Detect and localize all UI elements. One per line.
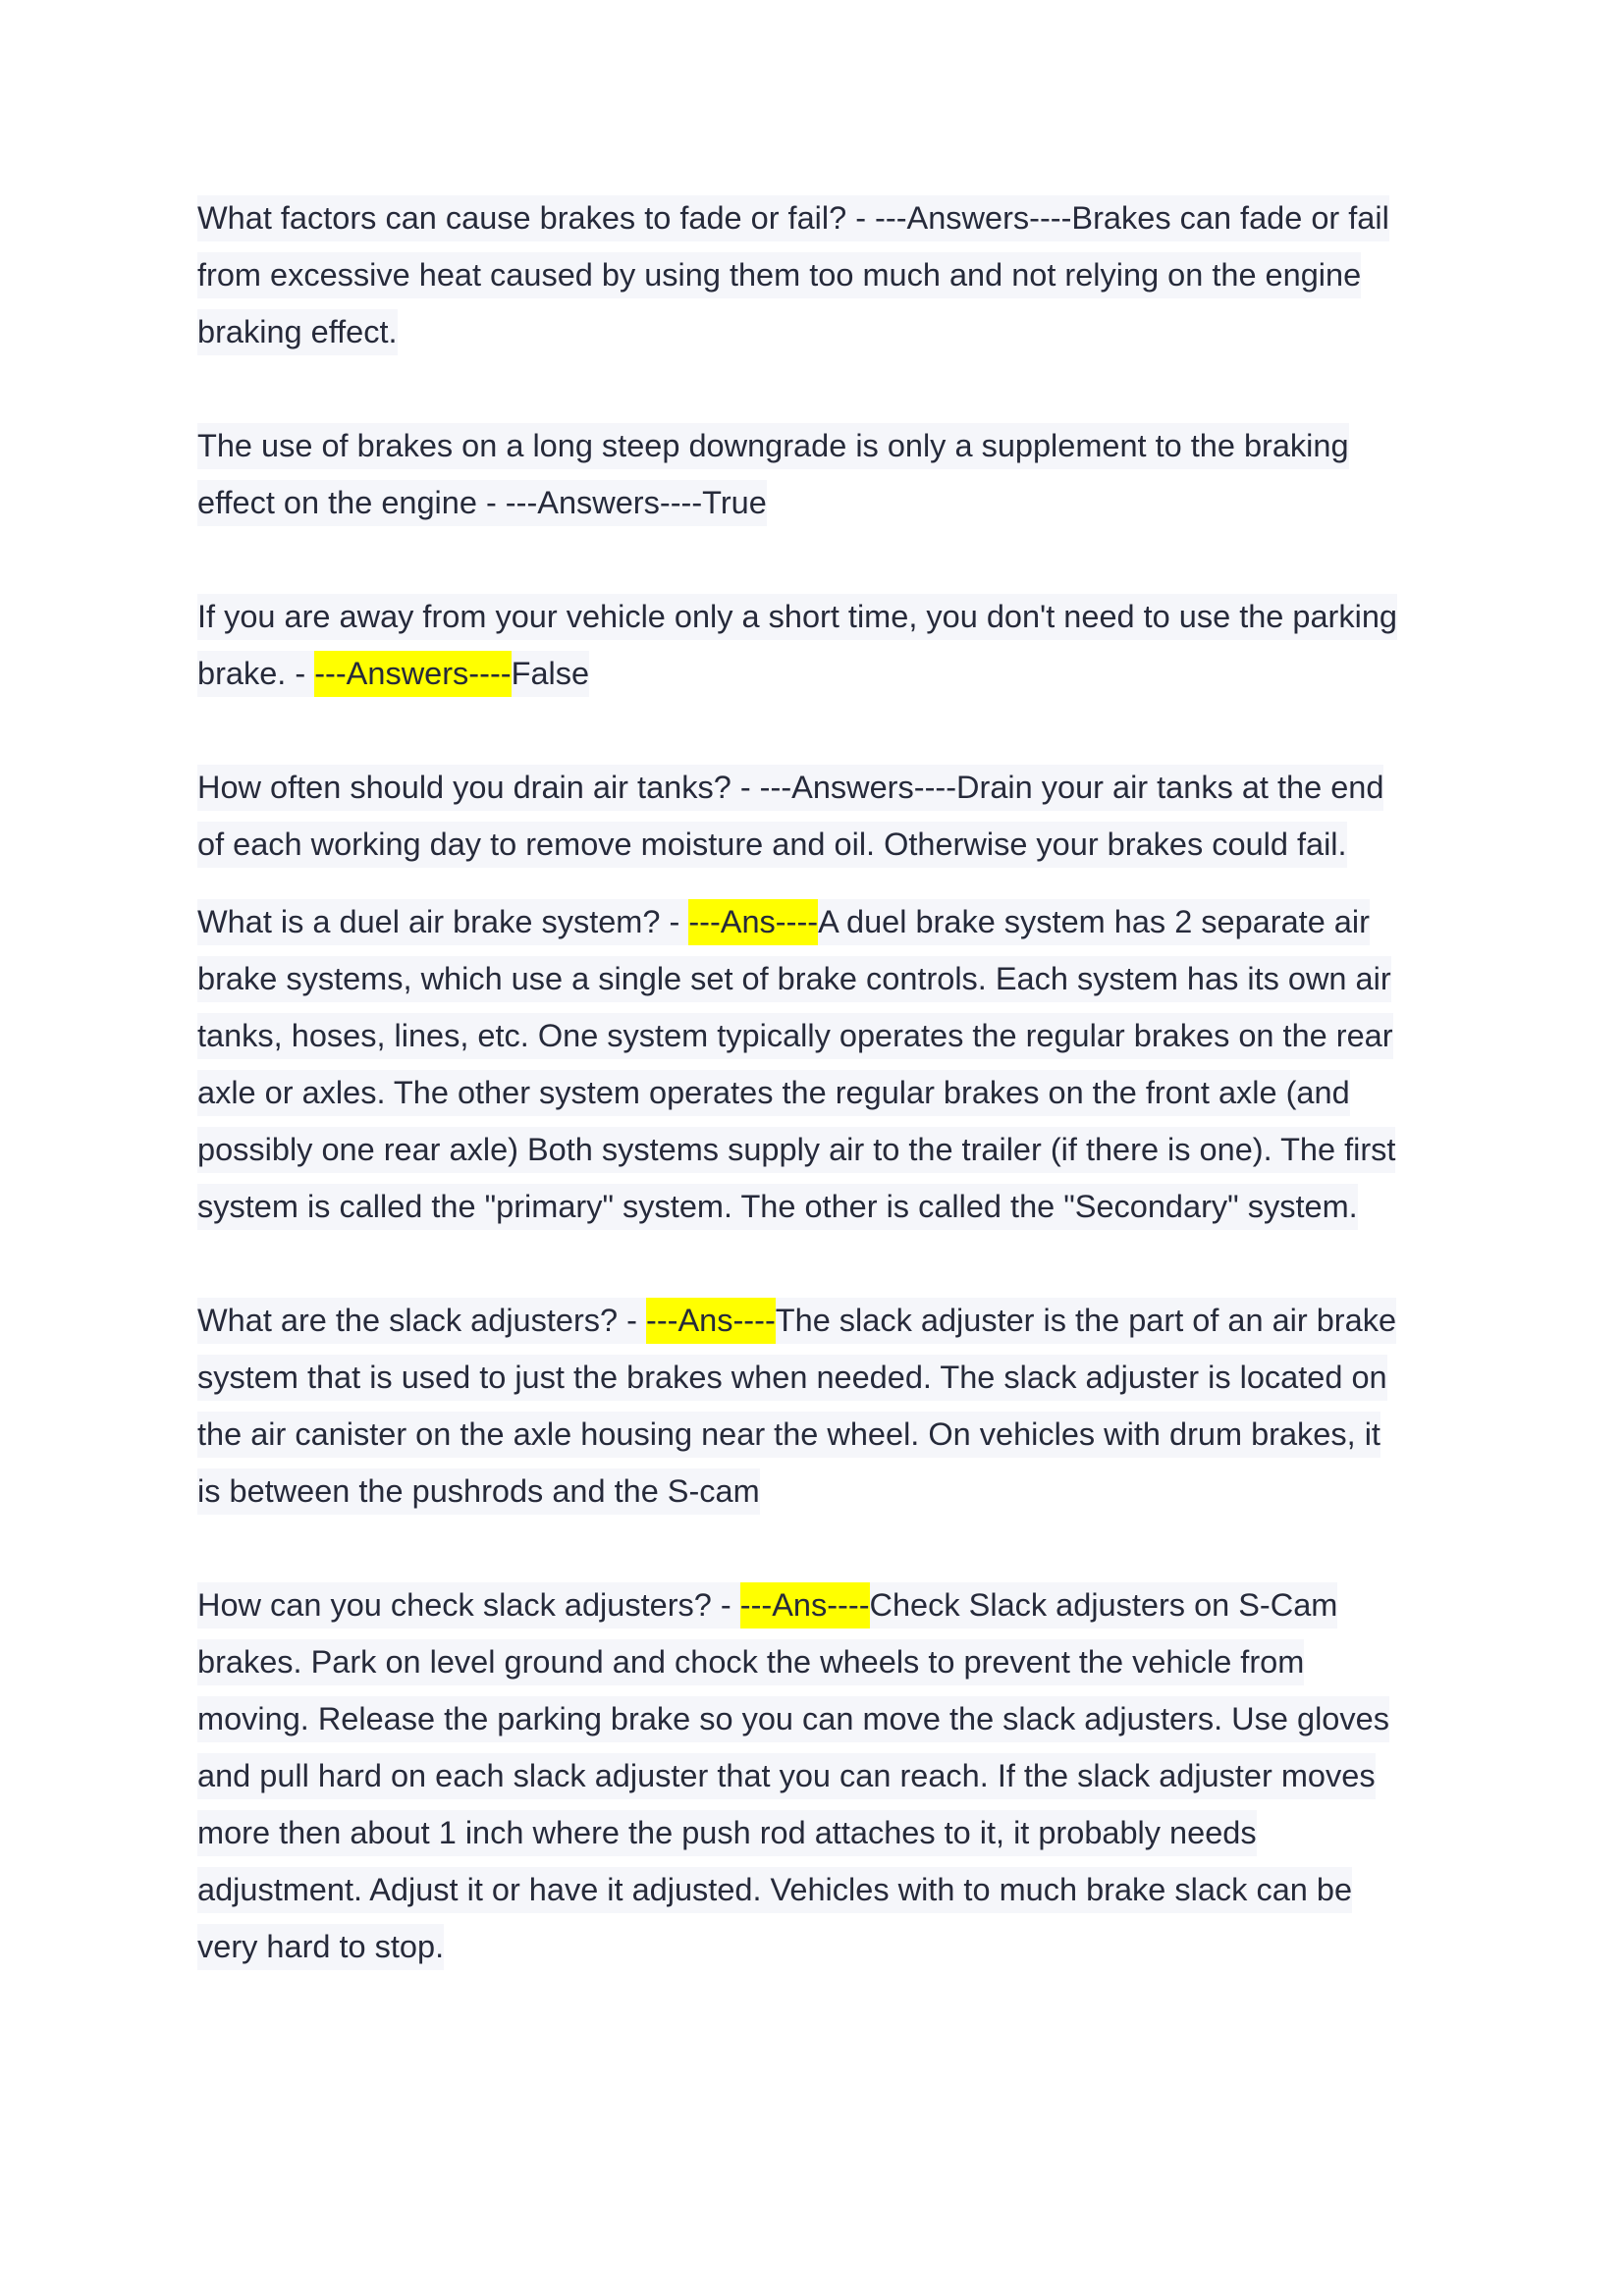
text-line <box>197 303 1397 360</box>
text-segment: brake systems, which use a single set of brake controls. Each system has its own air <box>197 956 1391 1002</box>
text-segment: The slack adjuster is the part of an air brake <box>776 1298 1396 1344</box>
text-line <box>197 1178 1397 1235</box>
qa-paragraph <box>197 1576 1397 1975</box>
highlighted-answer-marker: ---Answers---- <box>314 651 511 697</box>
text-segment: If you are away from your vehicle only a short time, you don't need to use the parking <box>197 594 1397 640</box>
text-line <box>197 1463 1397 1520</box>
qa-paragraph <box>197 588 1397 702</box>
text-segment: system that is used to just the brakes when needed. The slack adjuster is located on <box>197 1355 1387 1401</box>
text-line <box>197 1406 1397 1463</box>
highlighted-answer-marker: ---Ans---- <box>740 1582 870 1629</box>
text-segment: False <box>512 651 589 697</box>
text-segment: is between the pushrods and the S-cam <box>197 1468 760 1515</box>
text-line <box>197 588 1397 645</box>
text-line <box>197 1064 1397 1121</box>
text-segment: adjustment. Adjust it or have it adjusted. Vehicles with to much brake slack can be <box>197 1867 1352 1913</box>
text-line <box>197 1007 1397 1064</box>
text-segment: What is a duel air brake system? - <box>197 899 688 945</box>
text-line <box>197 1121 1397 1178</box>
document-body <box>197 189 1397 1975</box>
text-segment: more then about 1 inch where the push rod attaches to it, it probably needs <box>197 1810 1257 1856</box>
text-line <box>197 1576 1397 1633</box>
text-segment: very hard to stop. <box>197 1924 444 1970</box>
text-segment: possibly one rear axle) Both systems supply air to the trailer (if there is one). The first <box>197 1127 1395 1173</box>
highlighted-answer-marker: ---Ans---- <box>688 899 818 945</box>
text-segment: The use of brakes on a long steep downgrade is only a supplement to the braking <box>197 423 1349 469</box>
text-line <box>197 189 1397 246</box>
text-segment: How often should you drain air tanks? - ---Answers----Drain your air tanks at the end <box>197 765 1383 811</box>
text-segment: effect on the engine - ---Answers----True <box>197 480 767 526</box>
text-segment: Check Slack adjusters on S-Cam <box>870 1582 1338 1629</box>
qa-paragraph <box>197 189 1397 360</box>
text-segment: brake. - <box>197 651 314 697</box>
text-line <box>197 1804 1397 1861</box>
highlighted-answer-marker: ---Ans---- <box>646 1298 776 1344</box>
text-segment: from excessive heat caused by using them too much and not relying on the engine <box>197 252 1361 298</box>
text-line <box>197 1690 1397 1747</box>
text-segment: the air canister on the axle housing near the wheel. On vehicles with drum brakes, it <box>197 1412 1380 1458</box>
text-line <box>197 1747 1397 1804</box>
text-line <box>197 474 1397 531</box>
text-line <box>197 1918 1397 1975</box>
text-segment: A duel brake system has 2 separate air <box>818 899 1370 945</box>
qa-paragraph <box>197 759 1397 873</box>
text-segment: What factors can cause brakes to fade or fail? - ---Answers----Brakes can fade or fail <box>197 195 1389 241</box>
text-segment: system is called the "primary" system. The other is called the "Secondary" system. <box>197 1184 1358 1230</box>
text-segment: How can you check slack adjusters? - <box>197 1582 740 1629</box>
text-segment: braking effect. <box>197 309 398 355</box>
text-line <box>197 246 1397 303</box>
text-line <box>197 1349 1397 1406</box>
text-line <box>197 1861 1397 1918</box>
text-segment: tanks, hoses, lines, etc. One system typically operates the regular brakes on the rear <box>197 1013 1393 1059</box>
text-segment: moving. Release the parking brake so you can move the slack adjusters. Use gloves <box>197 1696 1389 1742</box>
qa-paragraph <box>197 1292 1397 1520</box>
text-line <box>197 950 1397 1007</box>
text-line <box>197 417 1397 474</box>
qa-paragraph <box>197 893 1397 1235</box>
text-line <box>197 1633 1397 1690</box>
text-segment: axle or axles. The other system operates the regular brakes on the front axle (and <box>197 1070 1350 1116</box>
text-segment: brakes. Park on level ground and chock the wheels to prevent the vehicle from <box>197 1639 1304 1685</box>
text-line <box>197 893 1397 950</box>
text-segment: and pull hard on each slack adjuster that you can reach. If the slack adjuster moves <box>197 1753 1376 1799</box>
qa-paragraph <box>197 417 1397 531</box>
text-segment: of each working day to remove moisture and oil. Otherwise your brakes could fail. <box>197 822 1347 868</box>
text-line <box>197 759 1397 816</box>
text-segment: What are the slack adjusters? - <box>197 1298 646 1344</box>
text-line <box>197 816 1397 873</box>
text-line <box>197 645 1397 702</box>
text-line <box>197 1292 1397 1349</box>
